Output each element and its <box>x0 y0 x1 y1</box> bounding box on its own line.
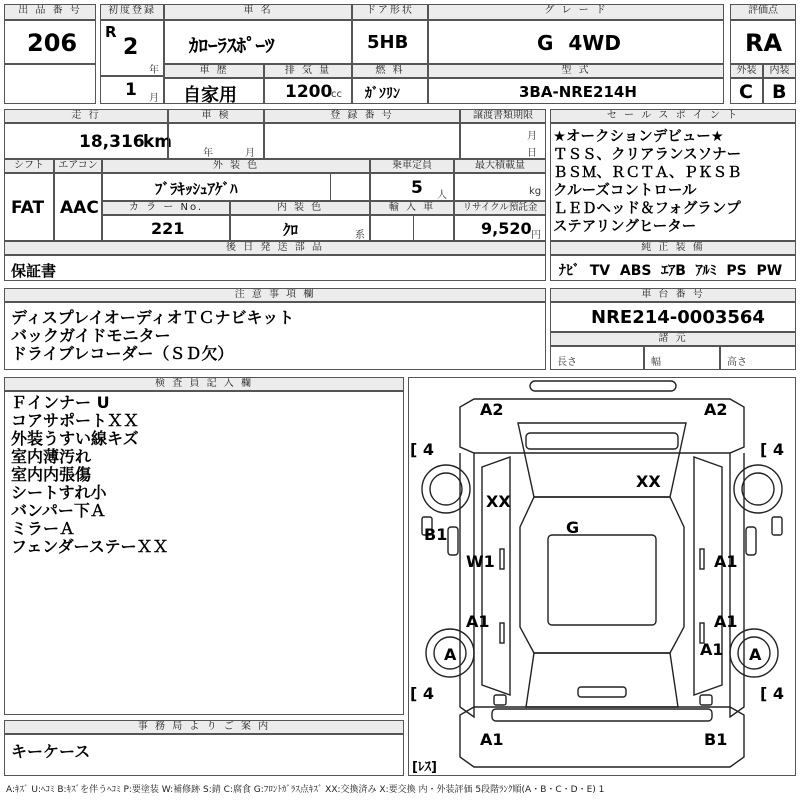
note-line: ドライブレコーダー（ＳＤ欠） <box>11 344 234 363</box>
sales-point: ステアリングヒーター <box>553 219 697 235</box>
transfer-month: 月 <box>527 131 537 142</box>
reg-month-unit: 月 <box>149 93 159 104</box>
shift-label: シフト <box>4 159 54 173</box>
recycle-label: リサイクル預託金 <box>454 201 546 215</box>
sales-point: クルーズコントロール <box>553 183 697 199</box>
car-name: ｶﾛｰﾗｽﾎﾟｰﾂ <box>189 35 275 57</box>
mark-left-door: W1 <box>466 552 495 571</box>
inspect-month: 月 <box>245 148 255 159</box>
rear-bumper-outline <box>492 709 712 721</box>
sales-point: ＴＳＳ、クリアランスソナー <box>553 147 742 163</box>
spec-length <box>550 346 644 370</box>
ext-box <box>730 78 763 104</box>
int-label: 内装 <box>763 64 796 78</box>
colorno-label: カ ラ ー No. <box>102 201 230 215</box>
body-color: ﾌﾞﾗｷｯｼｭｱｹﾞﾊ <box>155 180 238 198</box>
legend: A:ｷｽﾞ U:ﾍｺﾐ B:ｷｽﾞを伴うﾍｺﾐ P:要塗装 W:補修跡 S:錆 C:腐食 G:ﾌﾛﾝﾄｶﾞﾗｽ点ｷｽﾞ XX:交換済み X:要交換 内・外装評価 5段階ﾗﾝｸ順(A・B・C・D・E) 1 <box>6 785 605 795</box>
equipment-label: 純 正 装 備 <box>550 241 796 255</box>
left-mirror-outline <box>448 527 458 555</box>
reg-month-box <box>100 76 164 104</box>
note-line: バックガイドモニター <box>11 326 171 345</box>
sales-point: ＢＳＭ、ＲＣＴＡ、ＰＫＳＢ <box>553 165 742 181</box>
right-trim-1 <box>700 549 704 569</box>
load-box <box>454 173 546 201</box>
model-code: 3BA-NRE214H <box>519 83 637 101</box>
int-box <box>763 78 796 104</box>
recycle-unit: 円 <box>531 230 541 241</box>
transfer-label: 譲渡書類期限 <box>460 109 546 123</box>
mark-left-fender: XX <box>486 492 511 511</box>
shift: FAT <box>11 198 45 218</box>
inspector-line: バンパー下Ａ <box>11 501 106 520</box>
tire-rear-left: [ 4 <box>410 684 435 703</box>
lot-box <box>4 20 96 64</box>
sales-points-box <box>550 123 796 241</box>
color-number: 221 <box>151 219 185 238</box>
inspect-box <box>168 123 264 159</box>
tire-front-right: [ 4 <box>760 440 785 459</box>
chassis-number: NRE214-0003564 <box>591 307 765 328</box>
spec-height-label: 高さ <box>727 357 747 368</box>
import-divider <box>413 216 414 240</box>
inspector-line: 室内薄汚れ <box>11 447 92 466</box>
mileage-unit: km <box>143 132 173 152</box>
spare-tire: [ﾚｽ] <box>412 760 437 775</box>
specs-label: 諸 元 <box>550 332 796 346</box>
wheel-front-right <box>734 465 782 513</box>
door-label: ドア形状 <box>352 4 428 20</box>
mark-left-wheel: A <box>444 645 457 664</box>
mileage: 18,316 <box>79 132 145 152</box>
office-note: キーケース <box>11 742 91 761</box>
ext-label: 外装 <box>730 64 763 78</box>
inspector-line: Ｆインナー U <box>11 393 110 412</box>
recycle-fee: 9,520 <box>481 219 532 238</box>
reg-month: 1 <box>125 80 137 100</box>
fuel-box <box>352 78 428 104</box>
cabin-outline <box>520 497 684 653</box>
intcolor-label: 内 装 色 <box>230 201 370 215</box>
spec-width-label: 幅 <box>651 357 661 368</box>
mark-left-rear-door: A1 <box>466 612 490 631</box>
reg-year: 2 <box>123 35 139 60</box>
colorno-box <box>102 215 230 241</box>
lot-blank <box>4 64 96 104</box>
displacement: 1200 <box>285 82 333 102</box>
int-grade: B <box>772 81 787 103</box>
disp-label: 排 気 量 <box>264 64 352 78</box>
inspector-box <box>4 391 404 715</box>
equip-alloy: ｱﾙﾐ <box>695 263 717 279</box>
grade: G 4WD <box>537 31 621 55</box>
reg-era: R <box>105 23 117 41</box>
notes-box <box>4 302 546 370</box>
sales-point: ＬＥＤヘッド＆フォグランプ <box>553 201 741 217</box>
rear-window-outline <box>526 653 678 707</box>
inspector-label: 検 査 員 記 入 欄 <box>4 377 404 391</box>
inspector-line: コアサポートＸＸ <box>11 411 140 430</box>
tire-front-left: [ 4 <box>410 440 435 459</box>
lot-label: 出 品 番 号 <box>4 4 96 20</box>
equipment-box <box>550 255 796 281</box>
car-diagram <box>408 377 796 776</box>
ac-label: エアコン <box>54 159 102 173</box>
door-box <box>352 20 428 64</box>
fuel-label: 燃 料 <box>352 64 428 78</box>
mark-right-wheel: A <box>749 645 762 664</box>
grille-outline <box>526 433 678 449</box>
office-box <box>4 734 404 776</box>
seats: 5 <box>411 178 423 198</box>
equip-navi: ﾅﾋﾞ <box>559 263 580 279</box>
inspector-line: シートすれ小 <box>11 483 107 502</box>
seats-box <box>370 173 454 201</box>
spec-width <box>644 346 720 370</box>
mileage-label: 走 行 <box>4 109 168 123</box>
ext-grade: C <box>739 81 753 103</box>
spec-height <box>720 346 796 370</box>
notes-list <box>11 309 294 363</box>
sales-points-label: セ ー ル ス ポ イ ン ト <box>550 109 796 123</box>
score: RA <box>745 29 783 57</box>
mileage-box <box>4 123 173 159</box>
load-unit: kg <box>529 186 542 197</box>
office-label: 事 務 局 よ り ご 案 内 <box>4 720 404 734</box>
mark-front-right: A2 <box>704 400 728 419</box>
shift-box <box>4 173 54 241</box>
rear-garnish-outline <box>578 687 626 697</box>
inspector-line: フェンダーステーＸＸ <box>11 537 169 556</box>
wheel-front-left <box>422 465 470 513</box>
regno-label: 登 録 番 号 <box>264 109 460 123</box>
right-mirror-outline <box>746 527 756 555</box>
reg-label: 初度登録 <box>100 4 164 20</box>
load-label: 最大積載量 <box>454 159 546 173</box>
right-panel-outline <box>694 457 722 695</box>
chassis-label: 車 台 番 号 <box>550 288 796 302</box>
door-type: 5HB <box>367 32 409 53</box>
equip-abs: ABS <box>619 263 652 279</box>
mark-right-rear-door: A1 <box>714 612 738 631</box>
mark-roof: G <box>566 518 580 537</box>
reg-year-unit: 年 <box>149 65 159 76</box>
later-parts-box <box>4 255 546 281</box>
disp-unit: cc <box>331 89 342 100</box>
inspector-line: 室内内張傷 <box>11 465 92 484</box>
model-box <box>428 78 724 104</box>
aircon: AAC <box>60 198 99 218</box>
left-trim-2 <box>500 623 504 643</box>
import-box <box>370 215 454 241</box>
mark-hood: XX <box>636 472 661 491</box>
roof-outline <box>548 535 656 625</box>
interior-color: ｸﾛ <box>283 221 299 239</box>
score-label: 評価点 <box>730 4 796 20</box>
tire-rear-right: [ 4 <box>760 684 785 703</box>
grade-label: グ レ ー ド <box>428 4 724 20</box>
transfer-box <box>460 123 546 159</box>
inspect-label: 車 検 <box>168 109 264 123</box>
spec-length-label: 長さ <box>557 357 577 368</box>
ac-box <box>54 173 102 241</box>
chassis-box <box>550 302 796 332</box>
inspector-list <box>11 394 168 556</box>
fuel: ｶﾞｿﾘﾝ <box>365 86 400 102</box>
model-label: 型 式 <box>428 64 724 78</box>
seats-label: 乗車定員 <box>370 159 454 173</box>
grade-box <box>428 20 724 64</box>
color-label: 外 装 色 <box>102 159 370 173</box>
equip-pw: PW <box>756 263 783 279</box>
sales-point: ★オークションデビュー★ <box>553 129 724 145</box>
front-bumper-outline <box>530 381 676 391</box>
color-divider <box>330 173 370 201</box>
reg-box <box>100 20 164 76</box>
mark-right-quarter: A1 <box>700 640 724 659</box>
equip-tv: TV <box>589 263 611 279</box>
disp-box <box>264 78 352 104</box>
left-trim-1 <box>500 549 504 569</box>
mark-right-door: A1 <box>714 552 738 571</box>
car-name-box <box>164 20 352 64</box>
import-label: 輸 入 車 <box>370 201 454 215</box>
mark-rear-left: A1 <box>480 730 504 749</box>
equipment-list <box>559 260 782 280</box>
notes-label: 注 意 事 項 欄 <box>4 288 546 302</box>
later-parts-label: 後 日 発 送 部 品 <box>4 241 546 255</box>
equip-ps: PS <box>726 263 747 279</box>
sales-points-list <box>553 128 742 236</box>
seats-unit: 人 <box>437 190 447 201</box>
mark-rear-right: B1 <box>704 730 728 749</box>
recycle-box <box>454 215 546 241</box>
history-box <box>164 78 264 104</box>
later-parts: 保証書 <box>11 262 57 280</box>
regno-box <box>264 123 460 159</box>
inspector-line: 外装うすい線キズ <box>11 429 139 448</box>
lot-number: 206 <box>27 29 78 57</box>
inspect-year: 年 <box>203 148 213 159</box>
mark-left-b1: B1 <box>424 525 448 544</box>
history-label: 車 歴 <box>164 64 264 78</box>
inspector-line: ミラーＡ <box>11 519 76 538</box>
intcolor-box <box>230 215 370 241</box>
car-name-label: 車 名 <box>164 4 352 20</box>
transfer-day: 日 <box>527 148 537 159</box>
history: 自家用 <box>183 85 237 106</box>
score-box <box>730 20 796 64</box>
note-line: ディスプレイオーディオＴＣナビキット <box>11 308 295 327</box>
equip-airbag: ｴｱB <box>661 263 686 279</box>
intcolor-unit: 系 <box>355 230 365 241</box>
mark-front-left: A2 <box>480 400 504 419</box>
